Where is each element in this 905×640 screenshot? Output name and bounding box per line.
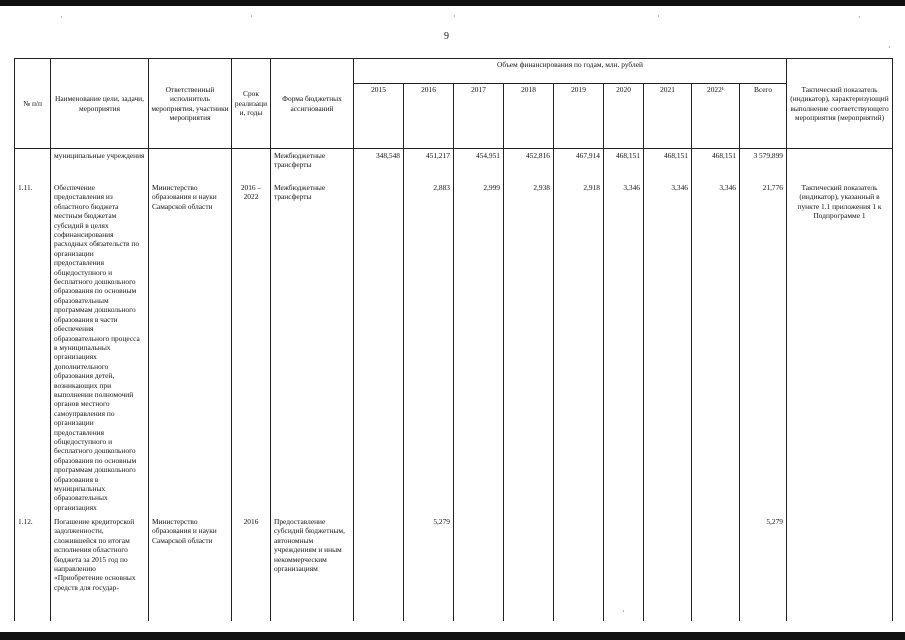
header-financing: Объем финансирования по годам, млн. рублей (354, 59, 787, 84)
row-value (354, 515, 404, 621)
header-total: Всего (740, 84, 787, 149)
row-value (604, 515, 644, 621)
row-value: 468,151 (604, 149, 644, 181)
row-value: 3,346 (692, 180, 740, 515)
row-value: 3,346 (604, 180, 644, 515)
header-year: 2015 (354, 84, 404, 149)
page-number: 9 (444, 31, 449, 42)
header-responsible: Ответственный исполнитель мероприятия, участники мероприятия (149, 59, 232, 149)
table-row (15, 180, 893, 515)
row-term: 2016 – 2022 (232, 180, 271, 515)
row-term: 2016 (232, 515, 271, 621)
scan-bottom-border (0, 632, 905, 640)
row-form: Межбюджетные трансферты (271, 180, 354, 515)
header-year: 2021 (644, 84, 692, 149)
scan-speck: · (60, 13, 63, 22)
row-term (232, 149, 271, 181)
row-value: 2,938 (504, 180, 554, 515)
row-total: 3 579,899 (740, 149, 787, 181)
row-form: Предоставление субсидий бюджетным, автономным учреждениям и иным некоммерческим организациям (271, 515, 354, 621)
header-name: Наименование цели, задачи, мероприятия (51, 59, 149, 149)
row-value (644, 515, 692, 621)
row-value (692, 515, 740, 621)
table-row (15, 149, 893, 181)
row-value: 5,279 (404, 515, 454, 621)
row-num: 1.11. (15, 180, 51, 515)
header-year: 2020 (604, 84, 644, 149)
scan-speck: · (622, 607, 625, 616)
header-year: 2016 (404, 84, 454, 149)
row-indicator: Тактический показатель (индикатор), указанный в пункте 1.1 приложения 1 к Подпрограмме 1 (787, 180, 893, 515)
header-year: 2018 (504, 84, 554, 149)
scan-speck: · (657, 12, 660, 21)
header-num: № п/п (15, 59, 51, 149)
financing-table (14, 58, 893, 621)
header-indicator: Тактический показатель (индикатор), характеризующий выполнение соответствующего мероприятия (мероприятий) (787, 59, 893, 149)
row-indicator (787, 515, 893, 621)
row-value: 3,346 (644, 180, 692, 515)
row-responsible: Министерство образования и науки Самарской области (149, 515, 232, 621)
header-year: 2017 (454, 84, 504, 149)
row-num (15, 149, 51, 181)
row-value: 348,548 (354, 149, 404, 181)
header-form: Форма бюджетных ассигнований (271, 59, 354, 149)
scan-speck: · (250, 12, 253, 21)
row-form: Межбюджетные трансферты (271, 149, 354, 181)
row-value: 2,883 (404, 180, 454, 515)
header-year: 2019 (554, 84, 604, 149)
row-value: 451,217 (404, 149, 454, 181)
row-name: Погашение кредиторской задолженности, сложившейся по итогам исполнения областного бюджета за 2015 год по направлению «Приобретение основных средств для государ- (51, 515, 149, 621)
row-value (504, 515, 554, 621)
row-total: 21,776 (740, 180, 787, 515)
table-row (15, 515, 893, 621)
row-indicator (787, 149, 893, 181)
row-value (354, 180, 404, 515)
row-value: 2,918 (554, 180, 604, 515)
row-value: 468,151 (644, 149, 692, 181)
row-name: Обеспечение предоставления из областного бюджета местным бюджетам субсидий в целях софинансирования расходных обязательств по организации предоставления общедоступного и бесплатного дошкольного образования по основным образовательным программам дошкольного образования в части обеспечения образовательного процесса в муниципальных организациях дополнительного образования детей, возникающих при выполнении полномочий органов местного самоуправления по организации предоставления общедоступного и бесплатного дошкольного образования по основным программам дошкольного образования в муниципальных образовательных организациях (51, 180, 149, 515)
scan-speck: · (888, 43, 891, 52)
header-term: Срок реализации, годы (232, 59, 271, 149)
header-year: 2022¹ (692, 84, 740, 149)
scan-speck: · (858, 13, 861, 22)
row-num: 1.12. (15, 515, 51, 621)
row-value (454, 515, 504, 621)
row-responsible (149, 149, 232, 181)
row-value (554, 515, 604, 621)
row-value: 2,999 (454, 180, 504, 515)
row-total: 5,279 (740, 515, 787, 621)
row-value: 468,151 (692, 149, 740, 181)
scan-speck: · (453, 12, 456, 21)
row-name: муниципальные учреждения (51, 149, 149, 181)
row-responsible: Министерство образования и науки Самарской области (149, 180, 232, 515)
row-value: 454,951 (454, 149, 504, 181)
row-value: 452,816 (504, 149, 554, 181)
scan-top-border (0, 0, 905, 6)
row-value: 467,914 (554, 149, 604, 181)
